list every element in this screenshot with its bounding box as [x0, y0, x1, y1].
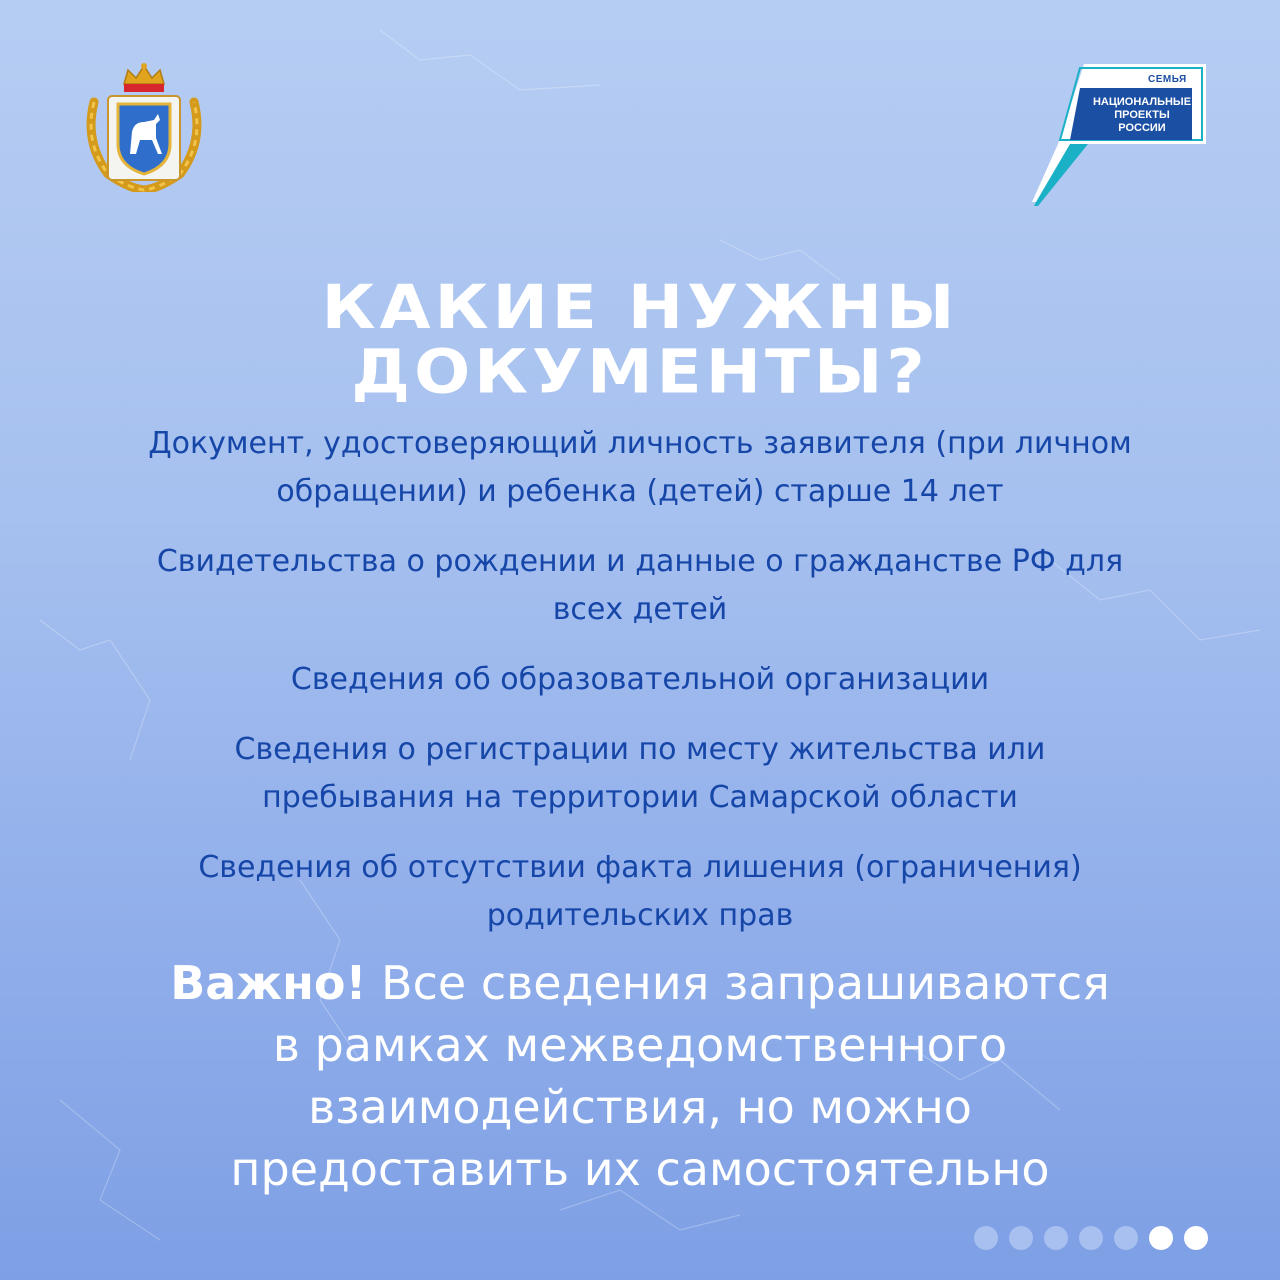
important-line-3: взаимодействия, но можно — [308, 1080, 972, 1134]
list-item-line: Свидетельства о рождении и данные о гражданстве РФ для — [156, 544, 1124, 579]
list-item-line: родительских прав — [486, 898, 794, 933]
important-note — [60, 952, 1220, 1200]
title-line-2: ДОКУМЕНТЫ? — [351, 336, 929, 408]
list-item-line: Сведения об отсутствии факта лишения (ограничения) — [198, 850, 1082, 885]
list-item-line: Сведения об образовательной организации — [290, 662, 990, 697]
important-line-4: предоставить их самостоятельно — [230, 1142, 1050, 1196]
important-line-1 — [60, 952, 1220, 1014]
pagination-dot[interactable] — [1009, 1226, 1033, 1250]
list-item — [60, 656, 1220, 704]
list-item-line: пребывания на территории Самарской области — [262, 780, 1018, 815]
logo-line-2: ПРОЕКТЫ — [1114, 109, 1170, 121]
logo-text — [1082, 96, 1202, 135]
list-item — [60, 538, 1220, 634]
important-text: Все сведения запрашиваются — [366, 956, 1110, 1010]
list-item — [60, 844, 1220, 940]
logo-line-3: РОССИИ — [1118, 122, 1166, 134]
coat-of-arms-icon — [78, 62, 210, 192]
important-label: Важно! — [170, 956, 367, 1010]
pagination-dot[interactable] — [1079, 1226, 1103, 1250]
logo-line-1: НАЦИОНАЛЬНЫЕ — [1092, 96, 1192, 108]
list-item-line: всех детей — [552, 592, 728, 627]
title-line-1: КАКИЕ НУЖНЫ — [321, 271, 959, 343]
list-item — [60, 726, 1220, 822]
logo-semya-label: СЕМЬЯ — [1148, 74, 1187, 85]
pagination-dot[interactable] — [974, 1226, 998, 1250]
list-item-line: Сведения о регистрации по месту жительства или — [234, 732, 1046, 767]
pagination-dot[interactable] — [1114, 1226, 1138, 1250]
pagination-dots — [974, 1226, 1208, 1250]
pagination-dot[interactable] — [1184, 1226, 1208, 1250]
list-item-line: Документ, удостоверяющий личность заявителя (при личном — [148, 426, 1132, 461]
important-line-2: в рамках межведомственного — [272, 1018, 1008, 1072]
pagination-dot[interactable] — [1149, 1226, 1173, 1250]
list-item — [60, 420, 1220, 516]
pagination-dot[interactable] — [1044, 1226, 1068, 1250]
page-title — [0, 271, 1280, 408]
list-item-line: обращении) и ребенка (детей) старше 14 лет — [276, 474, 1004, 509]
document-list — [60, 420, 1220, 962]
